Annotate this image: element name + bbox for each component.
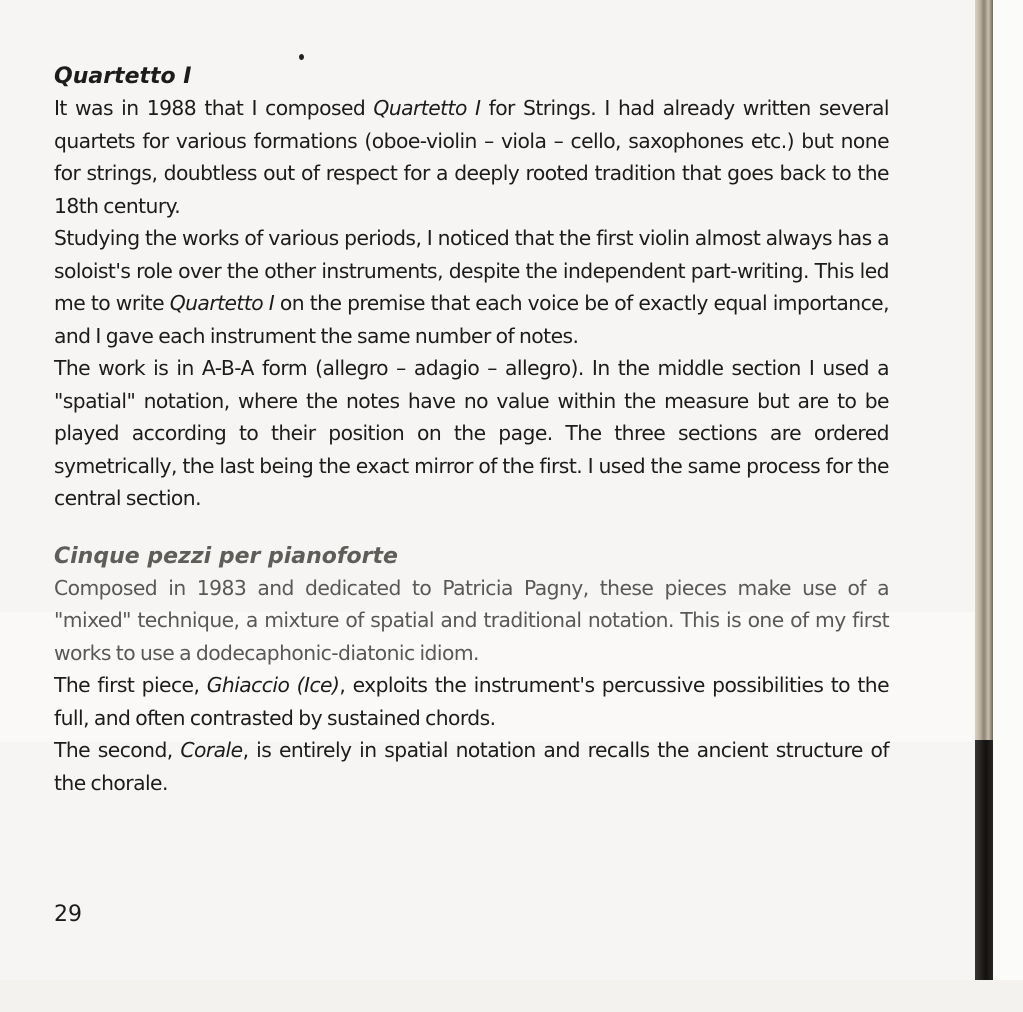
scan-margin-right	[993, 0, 1023, 1012]
page-content	[54, 62, 889, 799]
section-title-cinque-pezzi: Cinque pezzi per pianoforte	[54, 543, 398, 569]
paragraph	[54, 572, 889, 670]
paragraph	[54, 352, 889, 515]
section-title-quartetto: Quartetto I	[54, 64, 192, 89]
scan-margin-bottom	[0, 980, 1023, 1012]
italic-title: Quartetto I	[373, 96, 481, 120]
paragraph	[54, 92, 889, 222]
page-edge-shadow	[975, 740, 993, 980]
paragraph	[54, 222, 889, 352]
text-run: , exploits the instrument's percussive possibilities to the full, and often contrasted by sustained chords.	[54, 673, 890, 730]
text-run: , is entirely in spatial notation and recalls the ancient structure of the chorale.	[54, 738, 890, 795]
text-run: The second,	[54, 738, 181, 762]
text-run: It was in 1988 that I composed	[54, 96, 374, 120]
text-run: Studying the works of various periods, I noticed that the first violin almost always has a soloist's role over the other instruments, despite the independent part-writing. This led me to write	[54, 226, 889, 315]
text-run: The work is in A-B-A form (allegro – adagio – allegro). In the middle section I used a "spatial" notation, where the notes have no value within the measure but are to be played according to their position on the page. The three sections are ordered symetrically, the last being the exact mirror of the first. I used the same process for the central section.	[54, 356, 889, 510]
text-run: for Strings. I had already written several quartets for various formations (oboe-violin – viola – cello, saxophones etc.) but none for strings, doubtless out of respect for a deeply rooted tradition that goes back to the 18th century.	[54, 96, 889, 218]
text-run: The first piece,	[54, 673, 207, 697]
italic-title: Quartetto I	[169, 291, 275, 315]
text-run: on the premise that each voice be of exactly equal importance, and I gave each instrument the same number of notes.	[54, 291, 889, 348]
paragraph	[54, 669, 889, 734]
paragraph	[54, 734, 889, 799]
italic-title: Corale	[180, 738, 243, 762]
text-run: Composed in 1983 and dedicated to Patricia Pagny, these pieces make use of a "mixed" technique, a mixture of spatial and traditional notation. This is one of my first works to use a dodecaphonic-diatonic idiom.	[54, 575, 889, 665]
italic-title: Ghiaccio (Ice)	[206, 673, 340, 697]
page-edge	[975, 0, 993, 980]
ink-speck	[299, 54, 304, 60]
page-number: 29	[54, 902, 82, 927]
